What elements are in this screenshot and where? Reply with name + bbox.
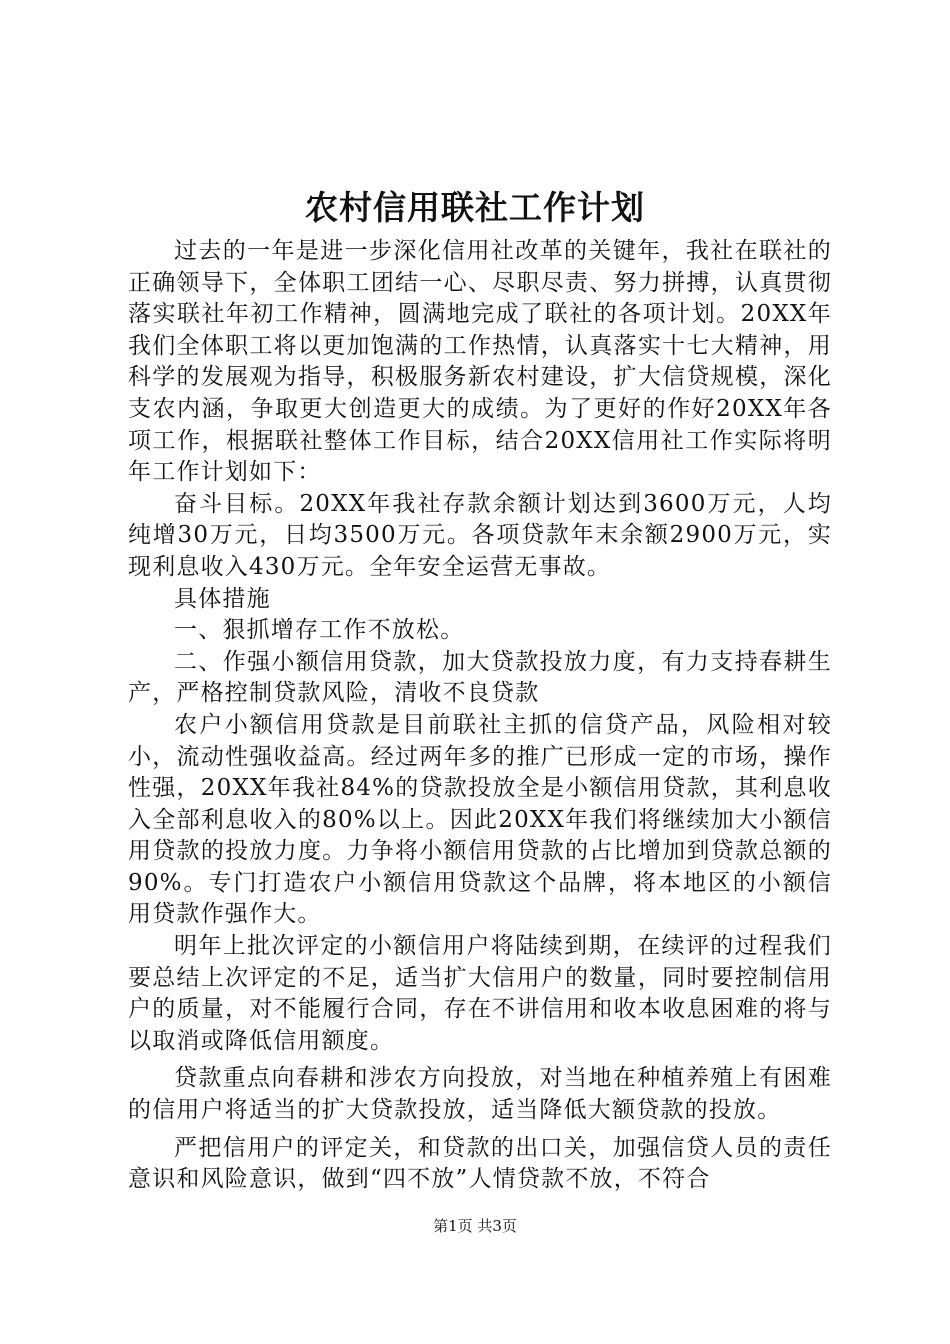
paragraph-goals: 奋斗目标。20XX年我社存款余额计划达到3600万元，人均纯增30万元，日均3500万元。各项贷款年末余额2900万元，实现利息收入430万元。全年安全运营无事故。 <box>128 490 832 580</box>
document-body <box>128 236 832 1196</box>
paragraph-reevaluation: 明年上批次评定的小额信用户将陆续到期，在续评的过程我们要总结上次评定的不足，适当扩大信用户的数量，同时要控制信用户的质量，对不能履行合同，存在不讲信用和收本收息困难的将与以取消或降低信用额度。 <box>128 933 832 1054</box>
page-footer: 第1页 共3页 <box>433 1217 517 1235</box>
paragraph-microcredit: 农户小额信用贷款是目前联社主抓的信贷产品，风险相对较小，流动性强收益高。经过两年多的推广已形成一定的市场，操作性强，20XX年我社84%的贷款投放全是小额信用贷款，其利息收入全部利息收入的80%以上。因此20XX年我们将继续加大小额信用贷款的投放力度。力争将小额信用贷款的占比增加到贷款总额的90%。专门打造农户小额信用贷款这个品牌，将本地区的小额信用贷款作强作大。 <box>128 711 832 928</box>
paragraph-measure-one: 一、狠抓增存工作不放松。 <box>174 617 465 644</box>
paragraph-measures-heading: 具体措施 <box>174 585 271 612</box>
paragraph-intro: 过去的一年是进一步深化信用社改革的关键年，我社在联社的正确领导下，全体职工团结一心、尽职尽责、努力拼搏，认真贯彻落实联社年初工作精神，圆满地完成了联社的各项计划。20XX年我们全体职工将以更加饱满的工作热情，认真落实十七大精神，用科学的发展观为指导，积极服务新农村建设，扩大信贷规模，深化支农内涵，争取更大创造更大的成绩。为了更好的作好20XX年各项工作，根据联社整体工作目标，结合20XX信用社工作实际将明年工作计划如下： <box>128 238 832 486</box>
paragraph-measure-two: 二、作强小额信用贷款，加大贷款投放力度，有力支持春耕生产，严格控制贷款风险，清收不良贷款 <box>128 648 832 707</box>
paragraph-loan-focus: 贷款重点向春耕和涉农方向投放，对当地在种植养殖上有困难的信用户将适当的扩大贷款投放，适当降低大额贷款的投放。 <box>128 1065 832 1124</box>
document-title: 农村信用联社工作计划 <box>305 188 645 227</box>
paragraph-credit-control: 严把信用户的评定关，和贷款的出口关，加强信贷人员的责任意识和风险意识，做到“四不放”人情贷款不放，不符合 <box>128 1134 832 1193</box>
